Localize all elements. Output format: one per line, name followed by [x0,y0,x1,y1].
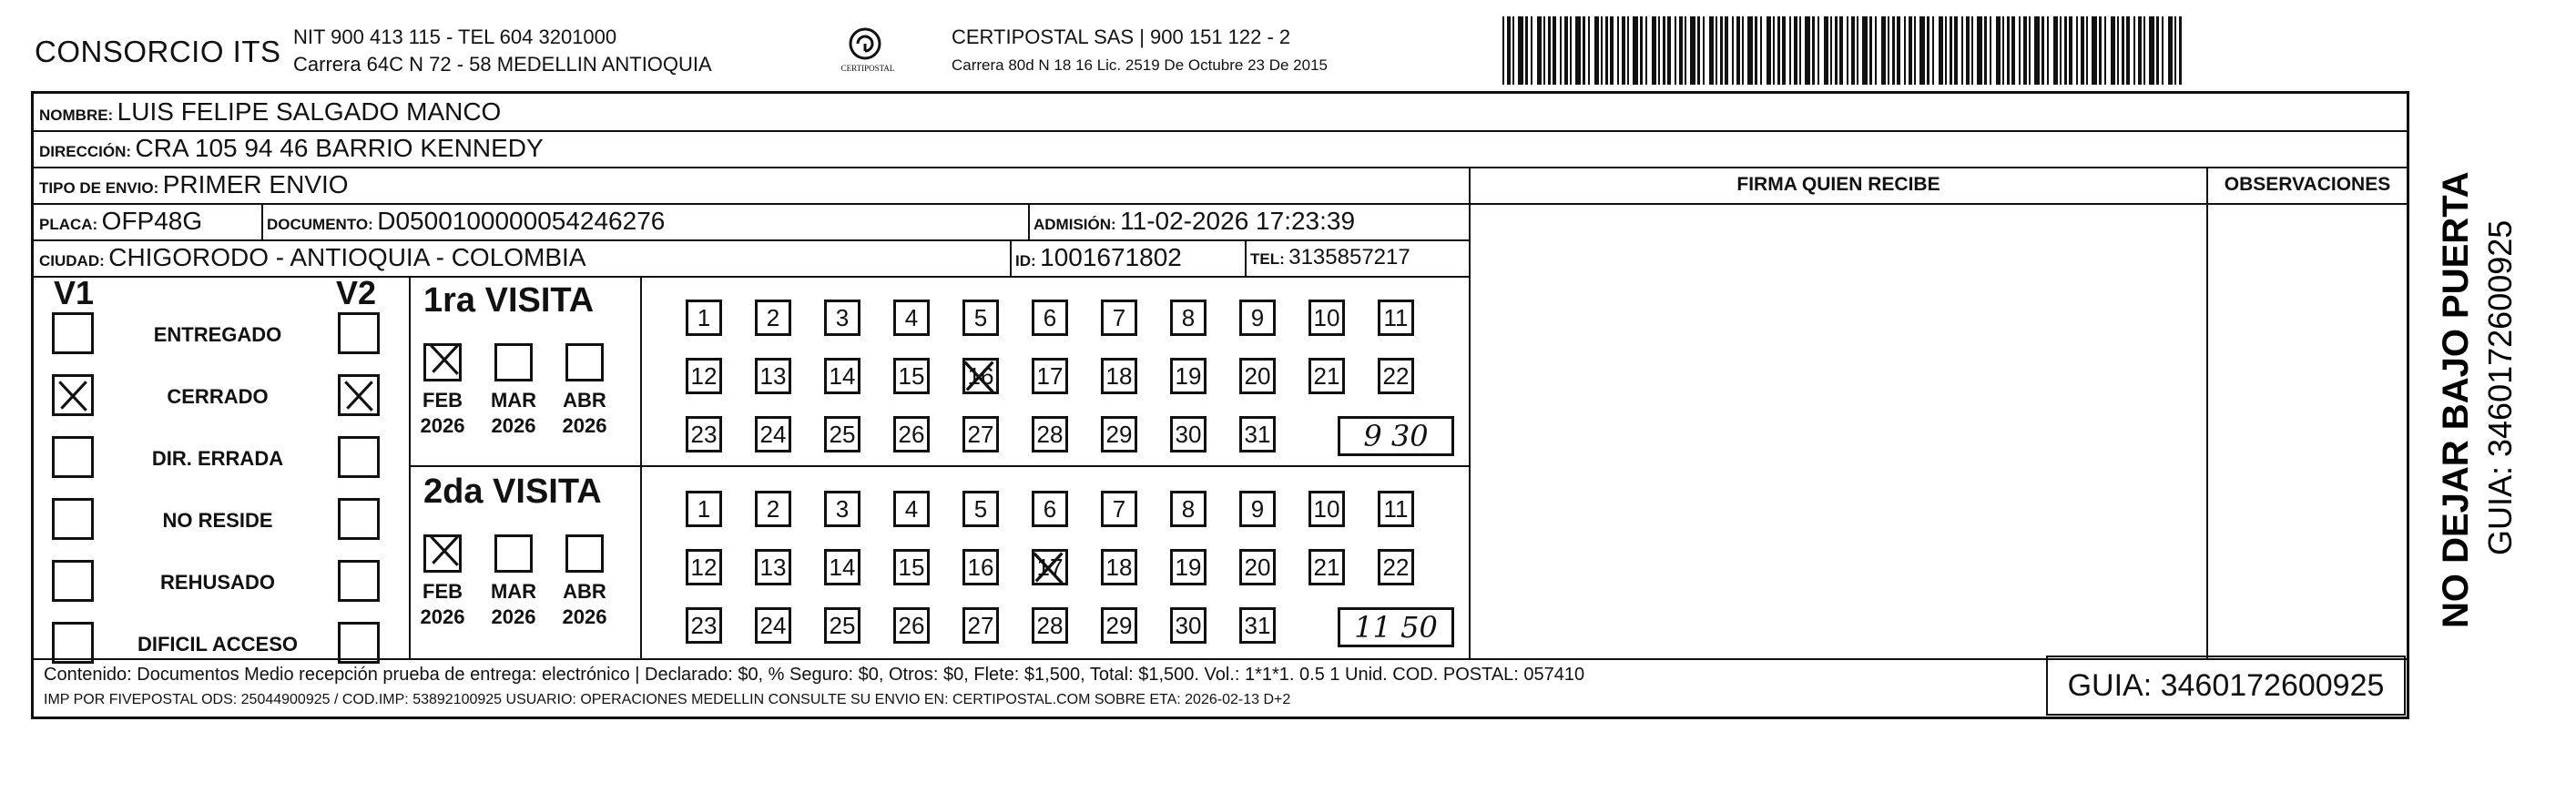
barcode-bar [1817,16,1819,85]
day-box[interactable]: 29 [1101,416,1137,452]
day-box[interactable]: 13 [755,549,791,585]
guia-number: GUIA: 3460172600925 [2046,656,2406,716]
day-box[interactable]: 14 [824,549,860,585]
firma-header: FIRMA QUIEN RECIBE [1736,174,1940,195]
barcode-bar [1622,16,1625,85]
id-field: ID: 1001671802 [1015,243,1182,271]
month-name: ABR [563,580,606,603]
barcode-bar [2126,16,2130,85]
month-checkbox[interactable] [423,343,462,381]
month-name: MAR [490,580,537,603]
month-year: 2026 [420,605,465,628]
day-box[interactable]: 9 [1239,491,1276,527]
barcode-bar [1652,16,1656,85]
barcode-bar [2064,16,2067,85]
day-box[interactable]: 19 [1170,549,1207,585]
barcode-bar [1755,16,1757,85]
day-box[interactable]: 30 [1170,607,1207,644]
barcode-bar [1732,16,1734,85]
barcode-bar [2076,16,2078,85]
barcode-bar [1570,16,1572,85]
barcode-bar [1881,16,1886,85]
day-box[interactable]: 25 [824,607,860,644]
barcode-bar [2162,16,2164,85]
day-box[interactable]: 31 [1239,607,1276,644]
day-box[interactable]: 1 [686,300,722,336]
barcode-bar [1548,16,1551,85]
month-year: 2026 [491,414,536,437]
barcode-bar [1575,16,1581,85]
day-box[interactable]: 3 [824,300,860,336]
barcode-bar [1824,16,1828,85]
barcode-bar [1605,16,1608,85]
barcode-bar [1525,16,1528,85]
day-box[interactable]: 29 [1101,607,1137,644]
barcode-bar [1777,16,1780,85]
barcode-bar [1971,16,1973,85]
barcode-bar [1805,16,1810,85]
barcode-bar [1553,16,1556,85]
barcode-bar [1812,16,1815,85]
day-box[interactable]: 2 [755,300,791,336]
barcode-bar [1627,16,1629,85]
barcode-bar [1736,16,1740,85]
barcode-bar [1675,16,1676,85]
barcode-bar [1742,16,1744,85]
status-label: REHUSADO [160,571,275,594]
barcode-bar [2002,16,2004,85]
barcode-bar [1507,16,1511,85]
month-checkbox[interactable] [494,534,533,573]
barcode-bar [2029,16,2031,85]
certipostal-logo-text: CERTIPOSTAL [840,64,895,73]
day-box[interactable]: 20 [1239,549,1276,585]
status-v2-checkbox[interactable] [338,436,380,478]
barcode-bar [1685,16,1686,85]
day-box[interactable]: 24 [755,607,791,644]
barcode-bar [1560,16,1562,85]
company-address: Carrera 64C N 72 - 58 MEDELLIN ANTIOQUIA [293,53,712,76]
month-year: 2026 [420,414,465,437]
ciudad-field: CIUDAD: CHIGORODO - ANTIOQUIA - COLOMBIA [39,243,586,271]
day-box[interactable]: 20 [1239,358,1276,394]
status-v2-checkbox[interactable] [338,498,380,540]
barcode-bar [1716,16,1717,85]
direccion-value: CRA 105 94 46 BARRIO KENNEDY [135,134,544,162]
day-box[interactable]: 28 [1032,416,1068,452]
status-v1-checkbox[interactable] [52,560,94,602]
barcode-bar [2179,16,2182,85]
barcode-bar [1773,16,1775,85]
barcode-bar [1512,16,1514,85]
barcode-bar [1690,16,1695,85]
barcode-bar [1617,16,1619,85]
day-box[interactable]: 12 [686,549,722,585]
barcode-bar [1789,16,1791,85]
barcode-bar [2041,16,2044,85]
month-checkbox[interactable] [423,534,462,573]
barcode-bar [1875,16,1877,85]
observaciones-header: OBSERVACIONES [2224,174,2391,195]
day-box[interactable]: 5 [962,491,999,527]
tel-field: TEL: 3135857217 [1250,245,1410,269]
barcode-bar [1919,16,1925,85]
placa-value: OFP48G [101,207,203,235]
status-label: DIR. ERRADA [151,447,284,470]
day-box[interactable]: 26 [893,607,930,644]
barcode-bar [2060,16,2062,85]
nombre-value: LUIS FELIPE SALGADO MANCO [117,97,502,126]
side-guia: GUIA: 3460172600925 [2481,219,2519,555]
month-checkbox[interactable] [494,343,533,381]
day-box[interactable]: 2 [755,491,791,527]
barcode-bar [1799,16,1801,85]
day-box[interactable]: 23 [686,416,722,452]
barcode-bar [1518,16,1523,85]
barcode-bar [1954,16,1958,85]
barcode-bar [1588,16,1590,85]
barcode-bar [2111,16,2115,85]
status-v1-checkbox[interactable] [52,374,94,416]
day-box[interactable]: 30 [1170,416,1207,452]
barcode-bar [1663,16,1665,85]
tipo-envio-field: TIPO DE ENVIO: PRIMER ENVIO [39,170,349,198]
barcode-bar [2117,16,2119,85]
month-year: 2026 [562,414,607,437]
day-box[interactable]: 8 [1170,300,1207,336]
month-name: ABR [563,389,606,412]
barcode-bar [1564,16,1568,85]
barcode-bar [1747,16,1753,85]
nombre-field: NOMBRE: LUIS FELIPE SALGADO MANCO [39,97,502,126]
day-box[interactable]: 11 [1378,300,1414,336]
barcode-bar [2122,16,2124,85]
status-label: DIFICIL ACCESO [137,633,298,656]
barcode-bar [1830,16,1832,85]
barcode-bar [1996,16,2001,85]
barcode-bar [1909,16,1912,85]
barcode-bar [2081,16,2084,85]
day-box[interactable]: 9 [1239,300,1276,336]
ciudad-value: CHIGORODO - ANTIOQUIA - COLOMBIA [108,243,586,271]
day-box[interactable]: 13 [755,358,791,394]
v2-header: V2 [336,274,377,311]
status-v1-checkbox[interactable] [52,312,94,354]
day-box[interactable]: 21 [1308,549,1345,585]
status-label: ENTREGADO [153,323,282,346]
day-box[interactable]: 21 [1308,358,1345,394]
day-box[interactable]: 22 [1378,549,1414,585]
barcode-bar [1543,16,1545,85]
tipo-envio-value: PRIMER ENVIO [162,170,349,198]
day-box[interactable]: 10 [1308,491,1345,527]
day-box[interactable]: 31 [1239,416,1276,452]
barcode-bar [2019,16,2021,85]
barcode-bar [1645,16,1647,85]
day-box[interactable]: 17 [1032,358,1068,394]
barcode-bar [1640,16,1643,85]
day-box[interactable]: 4 [893,300,930,336]
day-box[interactable]: 7 [1101,491,1137,527]
side-warning: NO DEJAR BAJO PUERTA [2436,171,2476,628]
barcode-bar [2011,16,2015,85]
month-year: 2026 [562,605,607,628]
barcode-bar [2143,16,2145,85]
barcode-bar [1502,16,1504,85]
day-box[interactable]: 15 [893,549,930,585]
barcode-bar [2047,16,2049,85]
barcode-bar [1703,16,1705,85]
day-box[interactable]: 18 [1101,549,1137,585]
status-v1-checkbox[interactable] [52,436,94,478]
day-box[interactable]: 3 [824,491,860,527]
barcode-bar [1966,16,1970,85]
barcode-bar [1794,16,1797,85]
day-box[interactable]: 19 [1170,358,1207,394]
barcode-bar [2174,16,2176,85]
barcode-bar [2138,16,2142,85]
barcode-bar [1862,16,1868,85]
visit-title: 2da VISITA [423,473,602,511]
tel-value: 3135857217 [1288,245,1410,269]
day-box[interactable]: 5 [962,300,999,336]
barcode-bar [1537,16,1542,85]
barcode-bar [1945,16,1947,85]
month-year: 2026 [491,605,536,628]
barcode-bar [1697,16,1700,85]
certipostal-nit: CERTIPOSTAL SAS | 900 151 122 - 2 [952,25,1291,48]
barcode-bar [2149,16,2154,85]
barcode-bar [1601,16,1603,85]
v1-header: V1 [54,274,95,311]
month-name: FEB [423,389,463,412]
barcode-bar [2023,16,2027,85]
barcode-bar [2092,16,2097,85]
status-v1-checkbox[interactable] [52,622,94,664]
day-box[interactable]: 11 [1378,491,1414,527]
day-box[interactable]: 6 [1032,491,1068,527]
month-checkbox[interactable] [565,534,604,573]
barcode-bar [1835,16,1838,85]
visit-title: 1ra VISITA [423,281,595,320]
barcode-bar [2007,16,2010,85]
id-value: 1001671802 [1040,243,1182,271]
company-nit: NIT 900 413 115 - TEL 604 3201000 [293,25,617,48]
barcode-bar [1658,16,1660,85]
barcode-bar [1760,16,1762,85]
day-box[interactable]: 15 [893,358,930,394]
admision-field: ADMISIÓN: 11-02-2026 17:23:39 [1033,207,1356,235]
visit-time-box[interactable]: 11 50 [1338,607,1454,647]
day-box[interactable]: 10 [1308,300,1345,336]
status-v2-checkbox[interactable] [338,374,380,416]
barcode-bar [1583,16,1585,85]
barcode-bar [1633,16,1638,85]
barcode-bar [1961,16,1963,85]
barcode-bar [2034,16,2040,85]
barcode-bar [1888,16,1889,85]
barcode-bar [1610,16,1614,85]
footer-content: Contenido: Documentos Medio recepción prueba de entrega: electrónico | Declarado: $0, % Seguro: $0, Otros: $0, Flete: $1,500, Total: $1,500. Vol.: 1*1*1. 0.5 1 Unid. COD. POSTAL: 057410 [44,665,1585,685]
day-box[interactable]: 4 [893,491,930,527]
barcode-bar [1869,16,1872,85]
day-box[interactable]: 28 [1032,607,1068,644]
day-box[interactable]: 1 [686,491,722,527]
certipostal-license: Carrera 80d N 18 16 Lic. 2519 De Octubre 23 De 2015 [952,56,1328,74]
month-name: MAR [490,389,537,412]
status-v2-checkbox[interactable] [338,622,380,664]
barcode [1502,16,2185,85]
barcode-bar [1932,16,1934,85]
delivery-form [31,91,2409,719]
day-box[interactable]: 8 [1170,491,1207,527]
day-box[interactable]: 17 [1032,549,1068,585]
barcode-bar [1950,16,1952,85]
barcode-bar [1851,16,1855,85]
status-v2-checkbox[interactable] [338,312,380,354]
day-box[interactable]: 6 [1032,300,1068,336]
day-box[interactable]: 22 [1378,358,1414,394]
status-label: CERRADO [167,385,269,408]
barcode-bar [1679,16,1683,85]
day-box[interactable]: 26 [893,416,930,452]
barcode-bar [2133,16,2135,85]
barcode-bar [1897,16,1900,85]
day-box[interactable]: 24 [755,416,791,452]
barcode-bar [1904,16,1906,85]
day-box[interactable]: 7 [1101,300,1137,336]
barcode-bar [2156,16,2159,85]
day-box[interactable]: 14 [824,358,860,394]
barcode-bar [1914,16,1916,85]
status-label: NO RESIDE [162,509,273,532]
barcode-bar [1594,16,1599,85]
month-checkbox[interactable] [565,343,604,381]
visit-time-box[interactable]: 9 30 [1338,416,1454,456]
barcode-bar [1839,16,1843,85]
placa-field: PLACA: OFP48G [39,207,203,235]
status-v2-checkbox[interactable] [338,560,380,602]
barcode-bar [1927,16,1929,85]
barcode-bar [1847,16,1848,85]
barcode-bar [1939,16,1943,85]
day-box[interactable]: 18 [1101,358,1137,394]
day-box[interactable]: 16 [962,549,999,585]
barcode-bar [2086,16,2088,85]
barcode-bar [2069,16,2072,85]
month-name: FEB [423,580,463,603]
barcode-bar [1720,16,1723,85]
barcode-bar [2099,16,2102,85]
barcode-bar [1531,16,1532,85]
day-box[interactable]: 27 [962,416,999,452]
day-box[interactable]: 12 [686,358,722,394]
barcode-bar [1782,16,1786,85]
documento-value: D0500100000054246276 [377,207,666,235]
day-box[interactable]: 23 [686,607,722,644]
barcode-bar [1725,16,1728,85]
barcode-bar [1892,16,1895,85]
barcode-bar [2053,16,2058,85]
barcode-bar [1990,16,1991,85]
day-box[interactable]: 27 [962,607,999,644]
documento-field: DOCUMENTO: D0500100000054246276 [267,207,666,235]
footer-print-info: IMP POR FIVEPOSTAL ODS: 25044900925 / COD.IMP: 53892100925 USUARIO: OPERACIONES MEDELLIN CONSULTE SU ENVIO EN: CERTIPOSTAL.COM SOBRE ETA: 2026-02-13 D+2 [44,692,1291,707]
company-name: CONSORCIO ITS [35,35,281,68]
side-vertical-text [2413,100,2550,646]
barcode-bar [1857,16,1858,85]
barcode-bar [1977,16,1982,85]
barcode-bar [1984,16,1987,85]
barcode-bar [1767,16,1771,85]
admision-value: 11-02-2026 17:23:39 [1120,207,1356,235]
barcode-bar [1709,16,1714,85]
barcode-bar [2104,16,2106,85]
direccion-field: DIRECCIÓN: CRA 105 94 46 BARRIO KENNEDY [39,134,544,162]
day-box[interactable]: 25 [824,416,860,452]
barcode-bar [1667,16,1671,85]
barcode-bar [2168,16,2173,85]
day-box[interactable]: 16 [962,358,999,394]
status-v1-checkbox[interactable] [52,498,94,540]
